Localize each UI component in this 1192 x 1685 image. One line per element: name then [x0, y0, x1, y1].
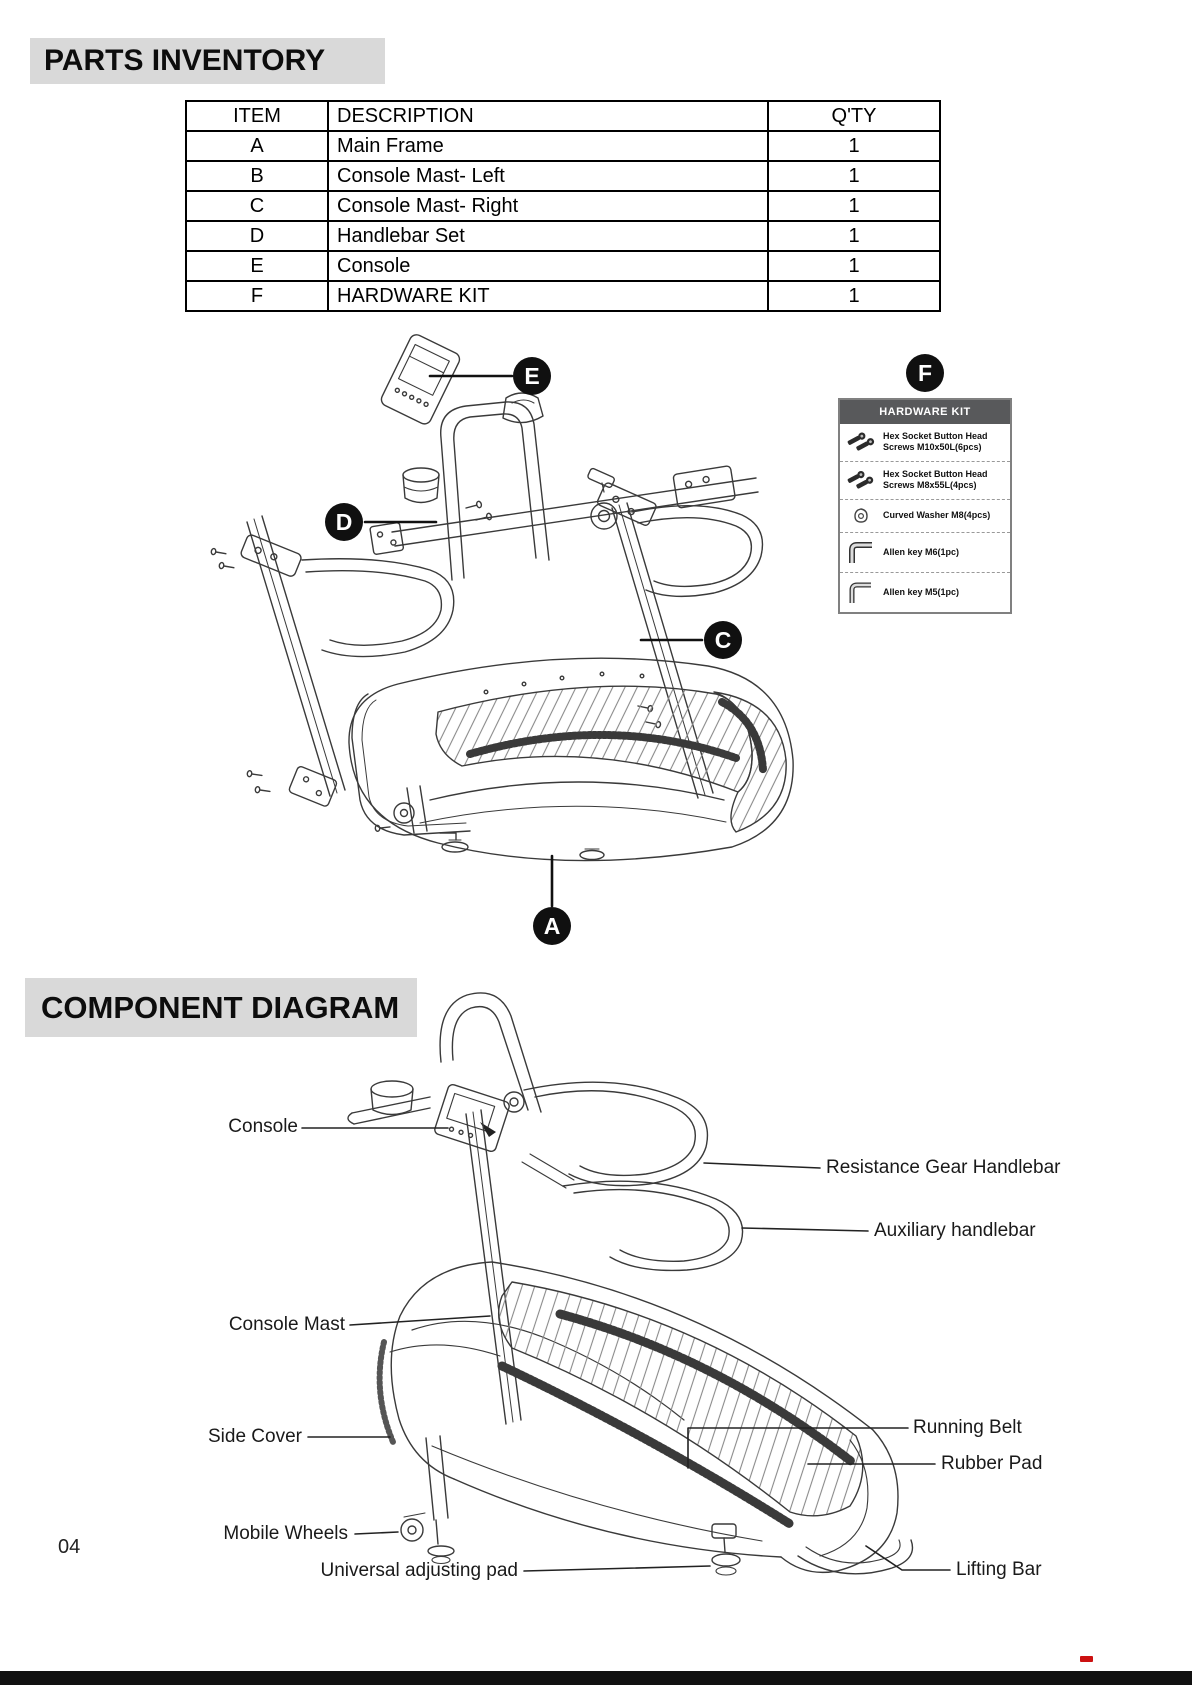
parts-inventory-heading: PARTS INVENTORY [30, 38, 385, 84]
column-header-qty: Q'TY [768, 101, 940, 131]
parts-inventory-table [185, 100, 941, 312]
cell-item: A [186, 131, 328, 161]
part-badge-c: C [704, 621, 742, 659]
hex-screw-icon [844, 468, 878, 492]
exploded-console-mast-left [211, 516, 454, 807]
assembled-console [434, 1083, 511, 1152]
label-auxiliary-handlebar: Auxiliary handlebar [874, 1220, 1036, 1241]
component-diagram-heading: COMPONENT DIAGRAM [25, 978, 417, 1037]
cell-description: Console Mast- Left [328, 161, 768, 191]
cell-description: Console [328, 251, 768, 281]
part-badge-a: A [533, 907, 571, 945]
exploded-clip [503, 393, 543, 423]
hardware-kit-item-label: Hex Socket Button Head Screws M10x50L(6pcs) [883, 430, 988, 453]
cell-item: D [186, 221, 328, 251]
part-badge-e: E [513, 357, 551, 395]
hardware-kit-item [840, 533, 1010, 573]
label-resistance-gear-handlebar: Resistance Gear Handlebar [826, 1157, 1061, 1178]
cell-item: E [186, 251, 328, 281]
column-header-item: ITEM [186, 101, 328, 131]
cell-qty: 1 [768, 221, 940, 251]
cell-qty: 1 [768, 281, 940, 311]
hardware-kit-item-label: Curved Washer M8(4pcs) [883, 510, 991, 521]
hardware-kit-item-label: Allen key M6(1pc) [883, 546, 960, 557]
label-console-mast: Console Mast [228, 1314, 345, 1335]
washer-icon [844, 506, 878, 526]
exploded-diagram-art [211, 332, 793, 906]
cell-description: Console Mast- Right [328, 191, 768, 221]
label-mobile-wheels: Mobile Wheels [223, 1523, 348, 1544]
label-console: Console [228, 1116, 298, 1137]
hardware-kit-item [840, 462, 1010, 500]
cell-description: Handlebar Set [328, 221, 768, 251]
label-running-belt: Running Belt [913, 1417, 1022, 1438]
table-row [186, 221, 940, 251]
cell-description: Main Frame [328, 131, 768, 161]
hardware-kit-box [838, 398, 1012, 614]
hardware-kit-item [840, 424, 1010, 462]
hardware-kit-item [840, 500, 1010, 534]
table-row [186, 251, 940, 281]
table-row [186, 131, 940, 161]
label-side-cover: Side Cover [208, 1426, 302, 1447]
label-rubber-pad: Rubber Pad [941, 1453, 1043, 1474]
cell-qty: 1 [768, 131, 940, 161]
cell-item: C [186, 191, 328, 221]
cell-item: B [186, 161, 328, 191]
page-number: 04 [58, 1536, 81, 1558]
hardware-kit-item-label: Hex Socket Button Head Screws M8x55L(4pcs) [883, 468, 988, 491]
hardware-kit-item-label: Allen key M5(1pc) [883, 586, 960, 597]
label-universal-adjusting-pad: Universal adjusting pad [320, 1560, 518, 1581]
cell-qty: 1 [768, 251, 940, 281]
label-lifting-bar: Lifting Bar [956, 1559, 1042, 1580]
table-row [186, 281, 940, 311]
table-row [186, 161, 940, 191]
allen-key-icon [844, 580, 878, 606]
part-badge-d: D [325, 503, 363, 541]
hex-screw-icon [844, 430, 878, 454]
cell-qty: 1 [768, 191, 940, 221]
cell-item: F [186, 281, 328, 311]
part-badge-f: F [906, 354, 944, 392]
table-header-row [186, 101, 940, 131]
table-row [186, 191, 940, 221]
column-header-description: DESCRIPTION [328, 101, 768, 131]
allen-key-icon [844, 540, 878, 566]
cell-qty: 1 [768, 161, 940, 191]
hardware-kit-title: HARDWARE KIT [840, 400, 1010, 424]
exploded-main-frame [349, 658, 793, 860]
cell-description: HARDWARE KIT [328, 281, 768, 311]
badge-leader-lines [365, 376, 702, 906]
exploded-handlebar-set [370, 402, 758, 580]
red-registration-mark [1080, 1656, 1093, 1662]
component-diagram-art [302, 993, 950, 1575]
footer-bar [0, 1671, 1192, 1685]
hardware-kit-item [840, 573, 1010, 612]
